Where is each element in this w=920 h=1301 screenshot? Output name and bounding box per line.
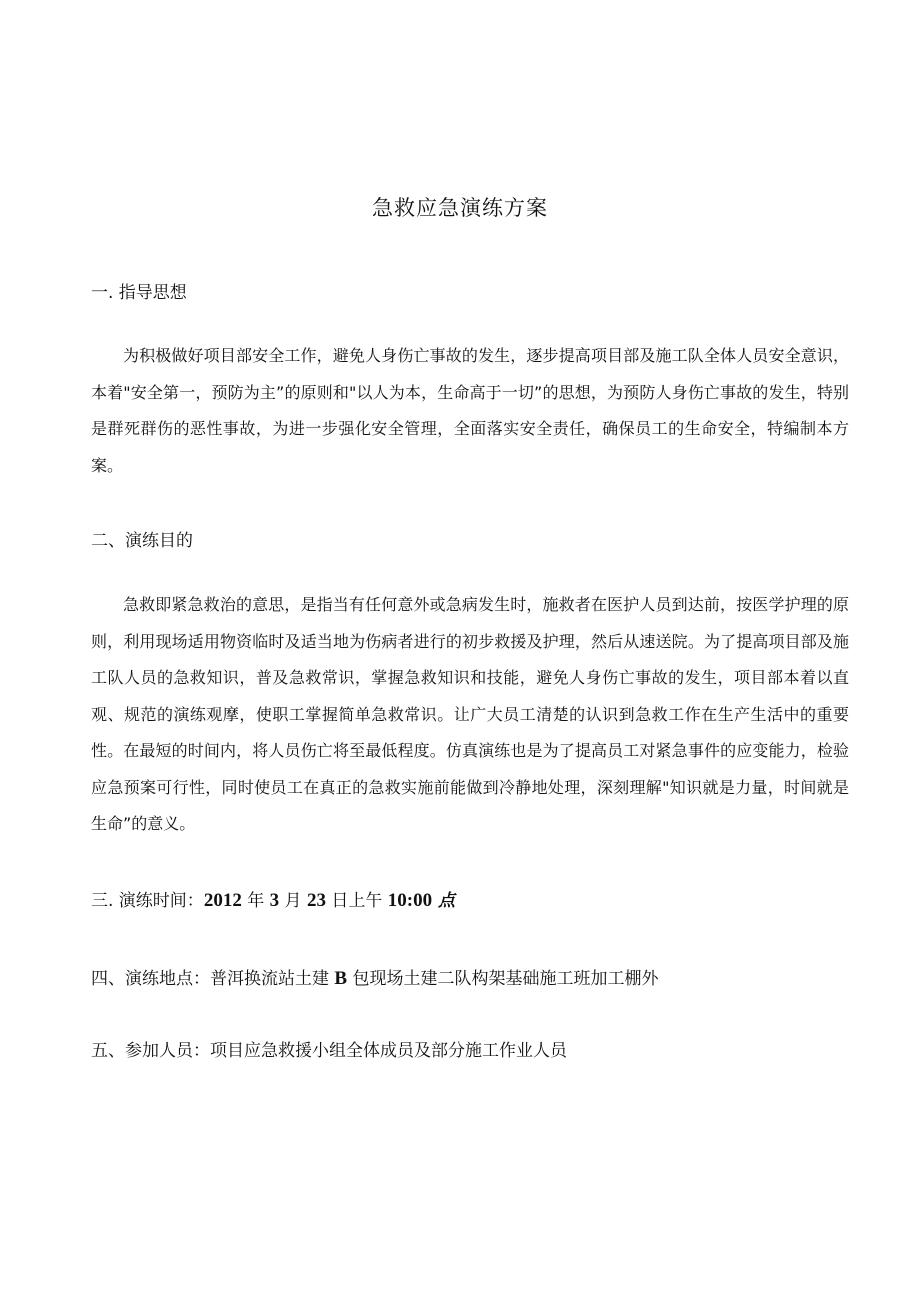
drill-time-month: 3 [269, 890, 280, 911]
document-title: 急救应急演练方案 [372, 196, 548, 220]
drill-time-line [91, 886, 455, 912]
section-heading-drill-purpose: 二、演练目的 [91, 531, 193, 551]
section-body-guiding-ideology: 为积极做好项目部安全工作，避免人身伤亡事故的发生，逐步提高项目部及施工队全体人员安全意识，本着"安全第一，预防为主”的原则和"以人为本，生命高于一切”的思想，为预防人身伤亡事故的发生，特别是群死群伤的恶性事故，为进一步强化安全管理，全面落实安全责任，确保员工的生命安全，特编制本方案。 [91, 346, 849, 475]
drill-time-label: 三. 演练时间： [91, 891, 204, 911]
drill-time-year: 2012 [203, 890, 242, 911]
drill-time-clock: 10:00 [387, 890, 433, 911]
drill-time-month-unit: 月 [279, 891, 307, 911]
drill-time-clock-unit: 点 [432, 891, 455, 911]
drill-location-line [91, 964, 659, 990]
drill-location-part-c: 包现场土建二队构架基础施工班加工棚外 [347, 969, 659, 989]
section-body-drill-purpose: 急救即紧急救治的意思，是指当有任何意外或急病发生时，施救者在医护人员到达前，按医学护理的原则，利用现场适用物资临时及适当地为伤病者进行的初步救援及护理，然后从速送院。为了提高项目部及施工队人员的急救知识，普及急救常识，掌握急救知识和技能，避免人身伤亡事故的发生，项目部本着以直观、规范的演练观摩，使职工掌握简单急救常识。让广大员工清楚的认识到急救工作在生产生活中的重要性。在最短的时间内，将人员伤亡将至最低程度。仿真演练也是为了提高员工对紧急事件的应变能力，检验应急预案可行性，同时使员工在真正的急救实施前能做到冷静地处理，深刻理解"知识就是力量，时间就是生命”的意义。 [91, 595, 849, 833]
participants-label: 五、参加人员： [91, 1041, 210, 1061]
section-heading-guiding-ideology: 一. 指导思想 [91, 283, 187, 303]
drill-time-year-unit: 年 [241, 891, 270, 911]
drill-location-part-a: 普洱换流站土建 [210, 969, 335, 989]
drill-time-day-unit: 日上午 [325, 891, 388, 911]
drill-time-day: 23 [306, 890, 326, 911]
participants-line [91, 1036, 567, 1061]
participants-value: 项目应急救援小组全体成员及部分施工作业人员 [210, 1041, 567, 1061]
drill-location-part-b: B [334, 968, 348, 989]
drill-location-label: 四、演练地点： [91, 969, 210, 989]
